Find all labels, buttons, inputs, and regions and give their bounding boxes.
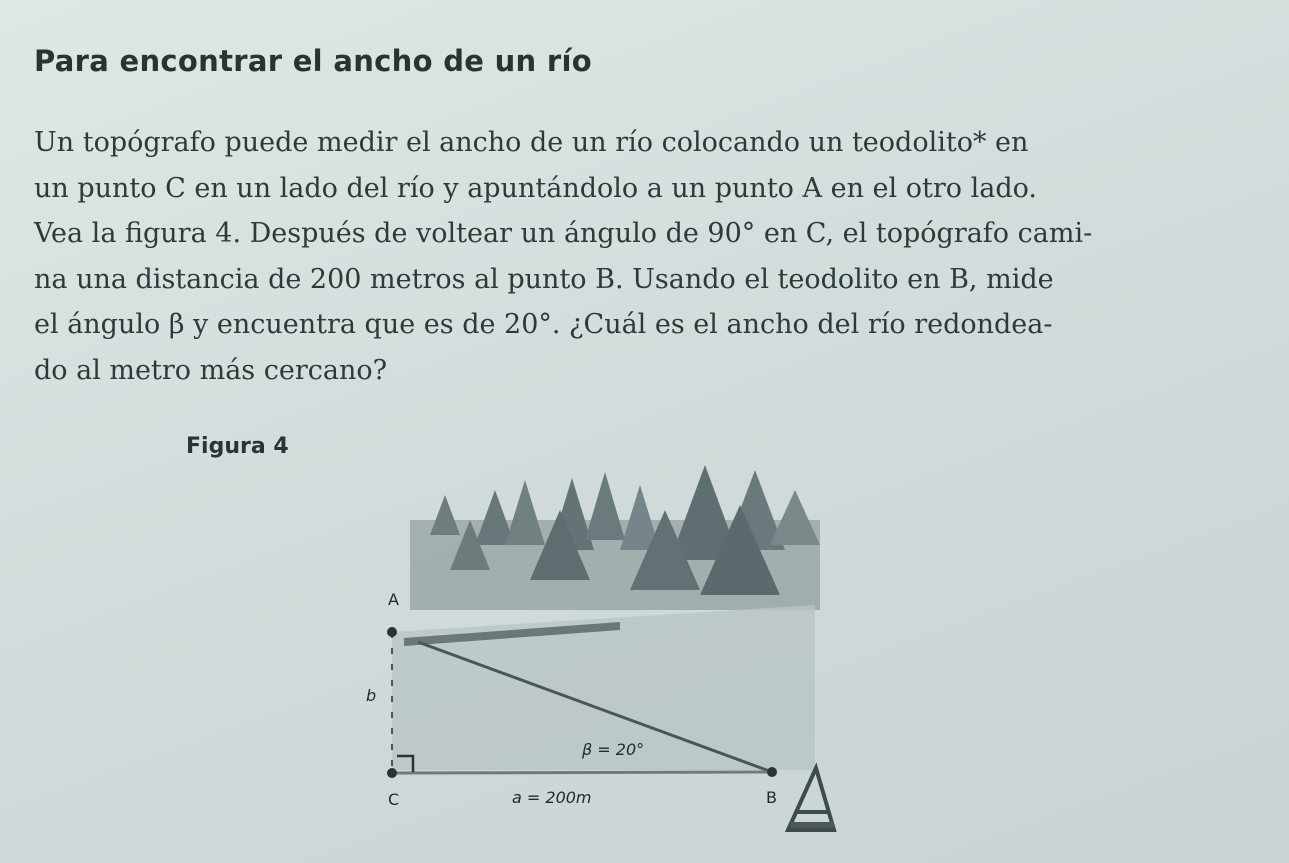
problem-line: un punto C en un lado del río y apuntándolo a un punto A en el otro lado. (34, 172, 1037, 204)
problem-line: do al metro más cercano? (34, 354, 388, 386)
label-side-b: b (366, 686, 377, 705)
label-point-c: C (388, 790, 400, 809)
problem-line: Vea la figura 4. Después de voltear un ángulo de 90° en C, el topógrafo cami- (34, 218, 1093, 249)
point-a (387, 627, 397, 637)
point-b (767, 767, 777, 777)
pine-trees-illustration (410, 465, 820, 610)
theodolite-icon (788, 768, 834, 830)
label-point-b: B (766, 788, 777, 807)
problem-line: el ángulo β y encuentra que es de 20°. ¿Cuál es el ancho del río redondea- (34, 309, 1053, 340)
angle-label: β = 20° (582, 740, 645, 759)
river-figure (300, 450, 860, 850)
point-c (387, 768, 397, 778)
side-a-line (392, 772, 772, 773)
page-title: Para encontrar el ancho de un río (34, 44, 592, 78)
problem-text (34, 120, 1194, 393)
distance-label: a = 200m (512, 788, 592, 807)
figure-caption: Figura 4 (186, 434, 289, 459)
label-point-a: A (388, 590, 399, 609)
problem-line: na una distancia de 200 metros al punto B. Usando el teodolito en B, mide (34, 263, 1054, 295)
problem-line: Un topógrafo puede medir el ancho de un río colocando un teodolito* en (34, 127, 1029, 158)
